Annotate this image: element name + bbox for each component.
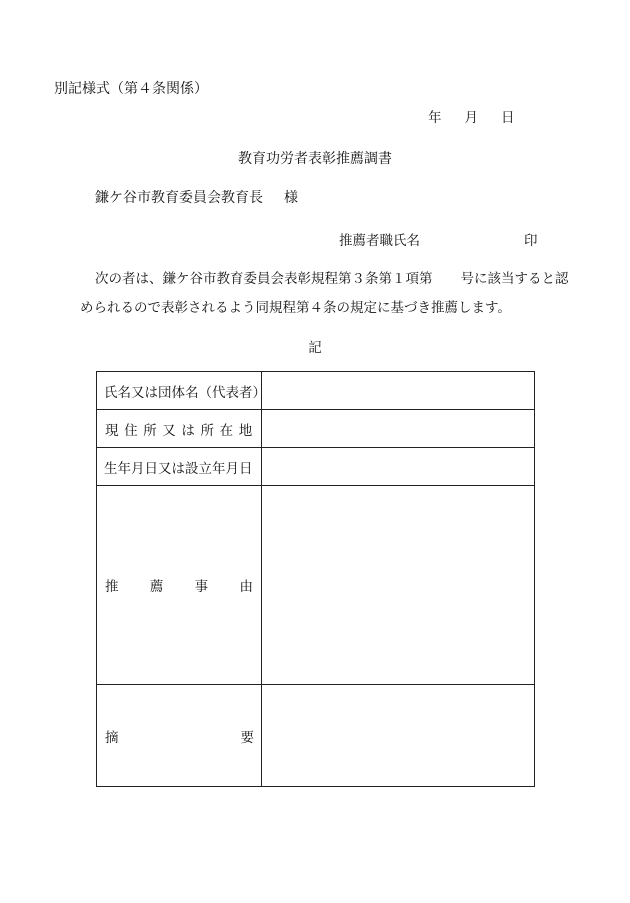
- addressee-name: 鎌ケ谷市教育委員会教育長: [95, 190, 263, 206]
- summary-label: [97, 726, 261, 746]
- label-cell: [97, 685, 262, 787]
- recommendation-table: [96, 371, 535, 787]
- birthdate-label: 生年月日又は設立年月日: [104, 460, 253, 477]
- reason-label-char: 薦: [149, 579, 164, 595]
- name-label: 氏名又は団体名（代表者）: [104, 384, 266, 401]
- label-cell: [97, 410, 262, 448]
- reason-label-char: 由: [239, 579, 253, 595]
- date-day: 日: [501, 110, 515, 126]
- table-row: [97, 685, 535, 787]
- reason-label-char: 推: [105, 579, 119, 595]
- document-title: 教育功労者表彰推薦調書: [238, 151, 392, 167]
- summary-label-char: 要: [240, 729, 254, 746]
- table-row: [97, 410, 535, 448]
- addressee-honorific: 様: [284, 190, 298, 206]
- body-text: [80, 265, 569, 323]
- address-field[interactable]: [262, 410, 535, 448]
- form-label: 別記様式（第４条関係）: [54, 81, 208, 97]
- date-month: 月: [464, 110, 478, 126]
- table-row: [97, 448, 535, 486]
- body-line-1-after: 号に該当すると認: [460, 271, 569, 287]
- addressee: [95, 187, 298, 207]
- reason-label: [97, 575, 261, 595]
- label-cell: [97, 372, 266, 410]
- recommender-label: 推薦者職氏名: [339, 233, 420, 249]
- date-year: 年: [428, 110, 442, 126]
- body-line-2: められるので表彰されるよう同規程第４条の規定に基づき推薦します。: [80, 300, 511, 316]
- name-field[interactable]: [262, 372, 535, 410]
- reason-field[interactable]: [262, 486, 535, 685]
- label-cell: [97, 448, 262, 486]
- ki-heading: 記: [308, 340, 322, 356]
- table-row: [97, 486, 535, 685]
- summary-label-char: 摘: [105, 729, 119, 746]
- summary-field[interactable]: [262, 685, 535, 787]
- seal-mark: 印: [524, 233, 538, 249]
- date-line: [428, 106, 515, 126]
- reason-label-char: 事: [194, 579, 209, 595]
- table-row: [97, 372, 535, 410]
- label-cell: [97, 486, 262, 685]
- body-line-1-before: 次の者は、鎌ケ谷市教育委員会表彰規程第３条第１項第: [95, 271, 433, 287]
- birthdate-field[interactable]: [262, 448, 535, 486]
- address-label: 現住所又は所在地: [105, 422, 258, 439]
- body-line-1: [95, 265, 569, 294]
- recommender-line: [339, 229, 538, 249]
